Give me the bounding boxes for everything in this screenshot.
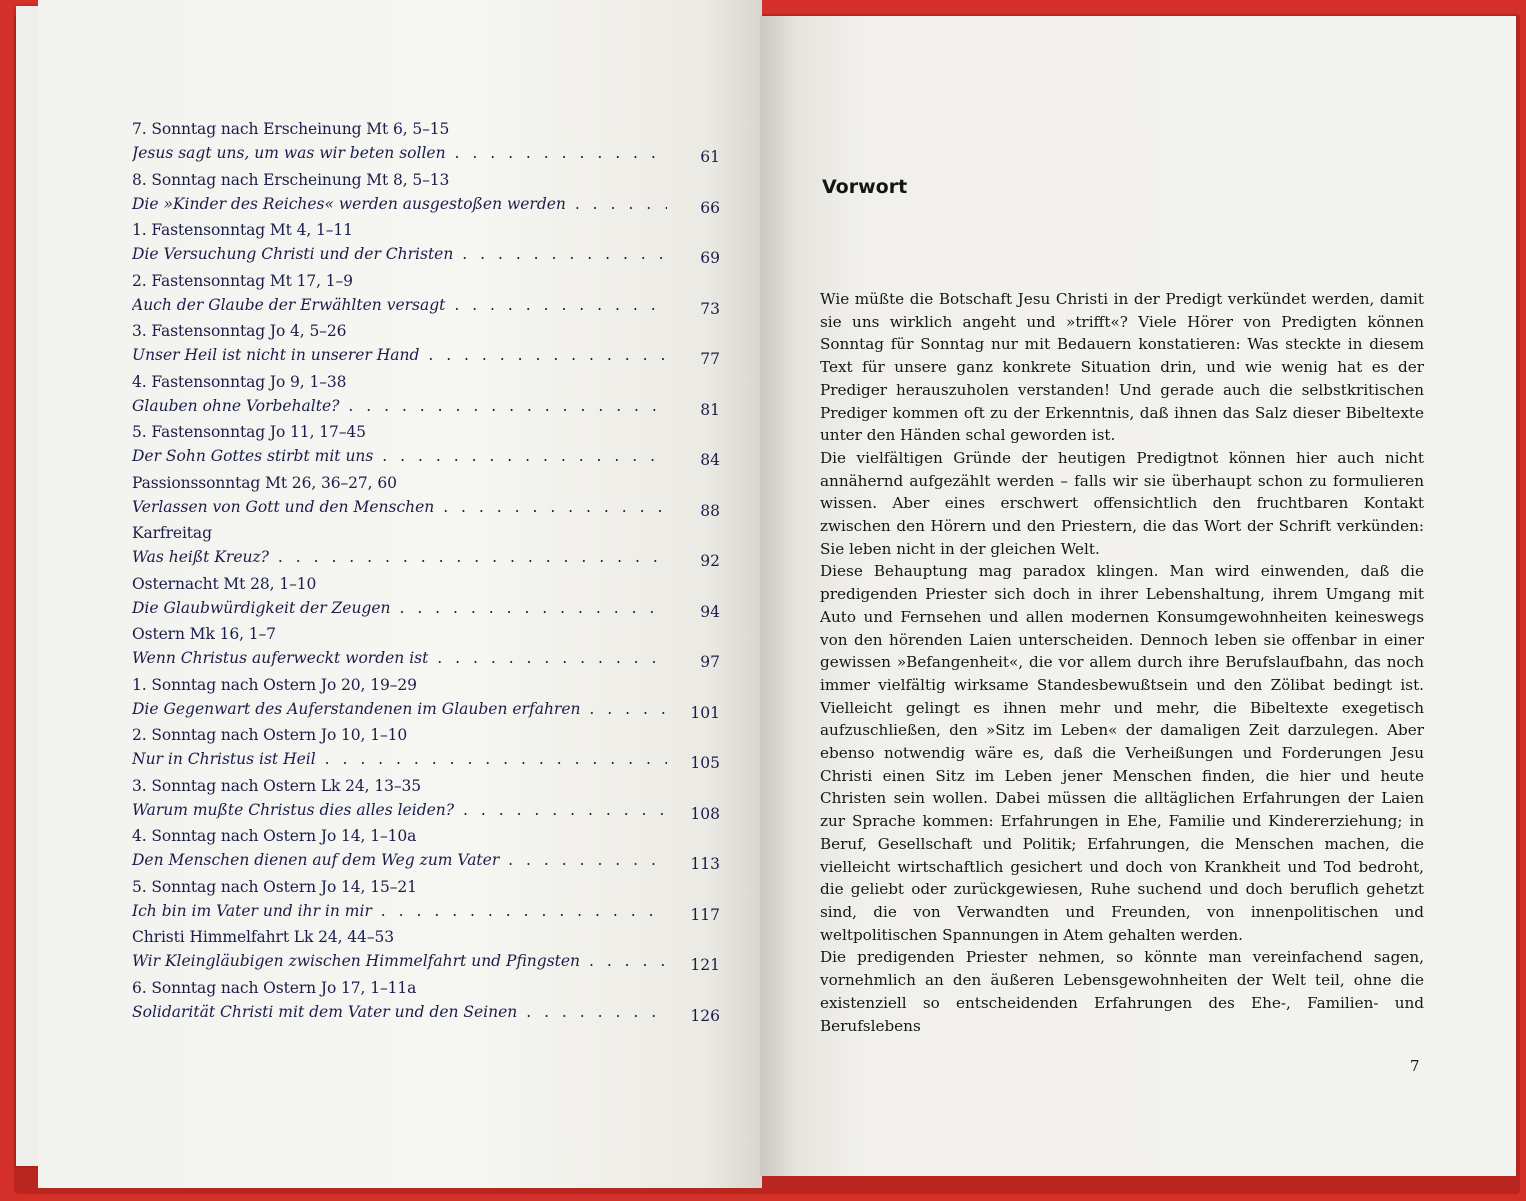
toc-entry — [132, 573, 722, 624]
toc-entry — [132, 118, 722, 169]
page-number: 7 — [1410, 1057, 1420, 1075]
toc-entry-heading: Passionssonntag Mt 26, 36–27, 60 — [132, 473, 397, 492]
toc-entry-heading: 1. Sonntag nach Ostern Jo 20, 19–29 — [132, 675, 417, 694]
toc-page-number: 113 — [690, 855, 720, 873]
toc-entry-title: Der Sohn Gottes stirbt mit uns . . . — [132, 447, 667, 465]
toc-page-number: 121 — [690, 956, 720, 974]
toc-entry-heading: 3. Sonntag nach Ostern Lk 24, 13–35 — [132, 776, 422, 795]
toc-entry-title: Den Menschen dienen auf dem Weg zum Vater . . . — [132, 851, 667, 869]
toc-entry — [132, 169, 722, 220]
toc-entry — [132, 825, 722, 876]
toc-page-number: 101 — [690, 703, 720, 722]
toc-page-number: 126 — [690, 1006, 720, 1025]
toc-entry-title: Die »Kinder des Reiches« werden ausgestoßen werden . . . — [132, 195, 667, 213]
toc-entry-heading: 7. Sonntag nach Erscheinung Mt 6, 5–15 — [132, 120, 450, 138]
toc-page-number: 108 — [690, 804, 720, 823]
paragraph: Die vielfältigen Gründe der heutigen Predigtnot können hier auch nicht annähernd aufgezählt werden – falls wir sie überhaupt schon zu formulieren wissen. Aber eines erschwert offensichtlich den fruchtbaren Kontakt zwischen den Hörern und den Priestern, die das Wort der Schrift verkünden: Sie leben nicht in der gleichen Welt. — [820, 448, 1424, 558]
toc-entry-title: Warum mußte Christus dies alles leiden? . . . — [132, 801, 667, 819]
toc-entry — [132, 219, 722, 270]
toc-entry-heading: 8. Sonntag nach Erscheinung Mt 8, 5–13 — [132, 170, 450, 189]
table-of-contents — [132, 118, 722, 1027]
toc-entry-title: Verlassen von Gott und den Menschen . . . — [132, 498, 667, 516]
toc-entry-title: Die Gegenwart des Auferstandenen im Glauben erfahren . . . — [132, 700, 667, 718]
toc-entry-title: Solidarität Christi mit dem Vater und den Seinen . . . — [132, 1003, 667, 1021]
toc-entry-heading: 1. Fastensonntag Mt 4, 1–11 — [132, 221, 353, 239]
toc-page-number: 73 — [700, 299, 720, 318]
toc-entry-title: Auch der Glaube der Erwählten versagt . . . — [132, 296, 667, 314]
toc-page-number: 105 — [690, 754, 720, 772]
toc-entry-heading: 4. Sonntag nach Ostern Jo 14, 1–10a — [132, 827, 417, 845]
toc-entry — [132, 977, 722, 1028]
toc-entry — [132, 724, 722, 775]
toc-entry-heading: 4. Fastensonntag Jo 9, 1–38 — [132, 372, 347, 391]
toc-entry-title: Wir Kleingläubigen zwischen Himmelfahrt und Pfingsten . . . — [132, 952, 667, 970]
toc-page-number: 84 — [700, 451, 720, 469]
toc-entry — [132, 775, 722, 826]
toc-entry — [132, 623, 722, 674]
toc-entry-title: Nur in Christus ist Heil . . . — [132, 750, 667, 768]
toc-entry — [132, 674, 722, 725]
toc-entry-title: Ich bin im Vater und ihr in mir . . . — [132, 902, 667, 920]
toc-page-number: 77 — [700, 350, 720, 368]
toc-entry — [132, 270, 722, 321]
toc-entry — [132, 371, 722, 422]
toc-entry-title: Die Glaubwürdigkeit der Zeugen . . . — [132, 599, 667, 617]
toc-page-number: 66 — [700, 198, 720, 217]
toc-entry-title: Was heißt Kreuz? . . . — [132, 548, 667, 566]
toc-entry — [132, 320, 722, 371]
chapter-heading: Vorwort — [822, 176, 908, 198]
toc-entry-heading: 5. Fastensonntag Jo 11, 17–45 — [132, 423, 366, 441]
toc-page-number: 92 — [700, 552, 720, 570]
toc-entry-heading: 6. Sonntag nach Ostern Jo 17, 1–11a — [132, 978, 417, 997]
toc-entry-title: Glauben ohne Vorbehalte? . . . — [132, 397, 667, 415]
toc-entry-heading: 3. Fastensonntag Jo 4, 5–26 — [132, 322, 347, 340]
toc-entry-heading: Ostern Mk 16, 1–7 — [132, 625, 276, 643]
toc-page-number: 81 — [700, 400, 720, 419]
toc-entry — [132, 876, 722, 927]
toc-entry-heading: Karfreitag — [132, 524, 212, 542]
toc-entry — [132, 926, 722, 977]
toc-entry — [132, 472, 722, 523]
paragraph: Die predigenden Priester nehmen, so könnte man vereinfachend sagen, vornehmlich an den äußeren Lebensgewohnheiten der Welt teil, ohne die existenziell so entscheidenden Erfahrungen des Ehe-, Familien- und Berufslebens — [820, 948, 1424, 1035]
toc-entry-title: Jesus sagt uns, um was wir beten sollen . . . — [132, 144, 667, 162]
toc-page-number: 94 — [700, 602, 720, 621]
toc-entry-heading: Christi Himmelfahrt Lk 24, 44–53 — [132, 928, 394, 946]
toc-page-number: 69 — [700, 249, 720, 267]
toc-page-number: 117 — [690, 905, 720, 924]
toc-entry — [132, 421, 722, 472]
toc-entry-heading: 2. Sonntag nach Ostern Jo 10, 1–10 — [132, 726, 408, 744]
toc-page-number: 88 — [700, 501, 720, 520]
toc-entry-heading: 2. Fastensonntag Mt 17, 1–9 — [132, 271, 353, 290]
toc-entry-heading: 5. Sonntag nach Ostern Jo 14, 15–21 — [132, 877, 417, 896]
toc-entry-title: Wenn Christus auferweckt worden ist . . . — [132, 649, 667, 667]
toc-entry-heading: Osternacht Mt 28, 1–10 — [132, 574, 317, 593]
toc-entry-title: Unser Heil ist nicht in unserer Hand . . . — [132, 346, 667, 364]
toc-page-number: 97 — [700, 653, 720, 671]
preface-text — [820, 288, 1424, 1037]
toc-entry — [132, 522, 722, 573]
paragraph: Wie müßte die Botschaft Jesu Christi in der Predigt verkündet werden, damit sie uns wirklich angeht und »trifft«? Viele Hörer von Predigten können Sonntag für Sonntag nur mit Bedauern konstatieren: Was steckte in diesem Text für unsere ganz konkrete Situation drin, und wie wenig hat es der Prediger herauszuholen verstanden! Und gerade auch die selbstkritischen Prediger kommen oft zu der Erkenntnis, daß ihnen das Salz dieser Bibeltexte unter den Händen schal geworden ist. — [820, 290, 1424, 445]
paragraph: Diese Behauptung mag paradox klingen. Man wird einwenden, daß die predigenden Priester sich doch in ihrer Lebenshaltung, ihrem Umgang mit Auto und Fernsehen und allen modernen Konsumgewohnheiten keineswegs von den hörenden Laien unterscheiden. Dennoch leben sie offenbar in einer gewissen »Befangenheit«, die vor allem durch ihre Berufslaufbahn, das noch immer vielfältig wirksame Standesbewußtsein und den Zölibat bedingt ist. Vielleicht gelingt es ihnen mehr und mehr, die Bibeltexte exegetisch aufzuschließen, den »Sitz im Leben« der damaligen Zeit darzulegen. Aber ebenso notwendig wäre es, daß die Verheißungen und Forderungen Jesu Christi einen Sitz im Leben jener Menschen finden, die hier und heute Christen sein wollen. Dabei müssen die alltäglichen Erfahrungen der Laien zur Sprache kommen: Erfahrungen in Ehe, Familie und Kindererziehung; in Beruf, Gesellschaft und Politik; Erfahrungen, die Menschen machen, die vielleicht wirtschaftlich gesichert und doch von Krankheit und Tod bedroht, die geliebt oder zurückgewiesen, Ruhe suchend und doch beruflich gehetzt sind, die von Verwandten und Freunden, von innenpolitischen und weltpolitischen Spannungen in Atem gehalten werden. — [820, 562, 1424, 944]
toc-entry-title: Die Versuchung Christi und der Christen . . . — [132, 245, 667, 263]
toc-page-number: 61 — [700, 148, 720, 166]
